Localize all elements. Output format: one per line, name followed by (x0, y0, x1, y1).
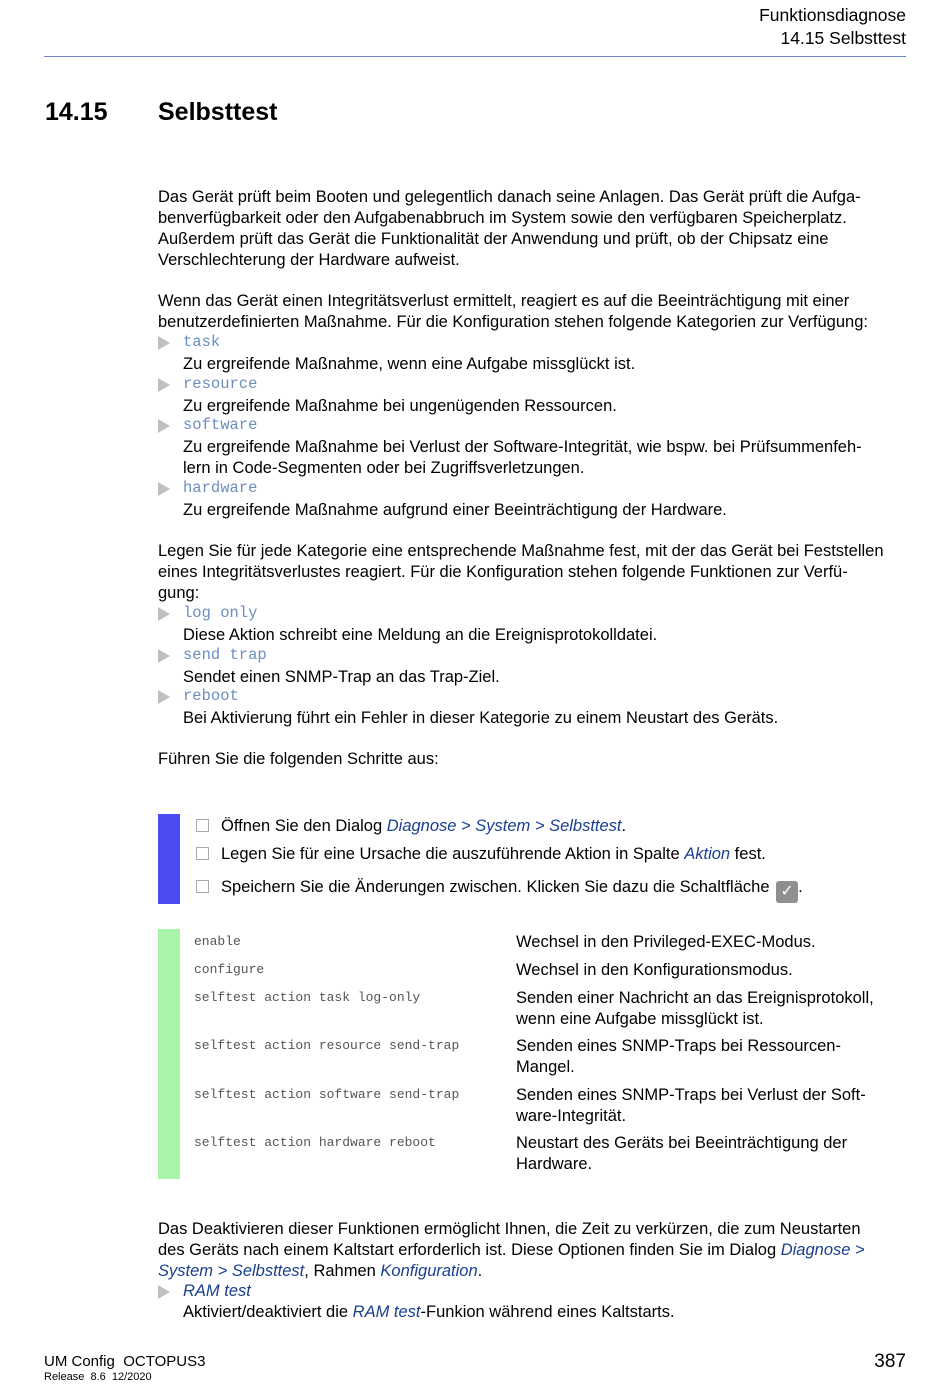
running-header-section: Funktionsdiagnose (759, 5, 906, 25)
function-desc: Bei Aktivierung führt ein Fehler in dieser Kategorie zu einem Neustart des Geräts. (183, 709, 779, 727)
bullet-triangle-icon (158, 690, 170, 704)
text-line: Neustart des Geräts bei Beeinträchtigung der (516, 1134, 848, 1152)
steps-marker-bar (158, 814, 180, 904)
cli-description (516, 1085, 906, 1127)
cli-command: selftest action task log-only (194, 990, 421, 1005)
text-line: lern in Code-Segmenten oder bei Zugriffsverletzungen. (183, 459, 585, 477)
step-item: Öffnen Sie den Dialog Diagnose > System > Selbsttest. (196, 817, 626, 836)
category-desc (183, 437, 910, 479)
category-desc: Zu ergreifende Maßnahme bei ungenügenden Ressourcen. (183, 397, 617, 415)
function-term: send trap (183, 646, 267, 664)
running-header-subsection: 14.15 Selbsttest (780, 28, 906, 48)
text-line: Senden eines SNMP-Traps bei Verlust der Soft- (516, 1086, 866, 1104)
text-line: Senden einer Nachricht an das Ereignisprotokoll, (516, 989, 874, 1007)
bullet-triangle-icon (158, 482, 170, 496)
function-term: log only (183, 604, 258, 622)
text-line: des Geräts nach einem Kaltstart erforderlich ist. Diese Optionen finden Sie im Dialog Diagnose > (158, 1241, 865, 1259)
footer-product: UM Config OCTOPUS3 (44, 1353, 206, 1370)
column-link[interactable]: Aktion (684, 845, 731, 863)
category-term: task (183, 333, 221, 351)
text-line: benutzerdefinierten Maßnahme. Für die Konfiguration stehen folgende Kategorien zur Verfügung: (158, 313, 868, 331)
text-line: Legen Sie für jede Kategorie eine entsprechende Maßnahme fest, mit der das Gerät bei Feststellen (158, 542, 884, 560)
text-line: Das Gerät prüft beim Booten und gelegentlich danach seine Anlagen. Das Gerät prüft die Aufga- (158, 188, 861, 206)
dialog-link[interactable]: Diagnose > System > Selbsttest (386, 817, 622, 835)
category-term: hardware (183, 479, 258, 497)
text-line: Wenn das Gerät einen Integritätsverlust ermittelt, reagiert es auf die Beeinträchtigung mit einer (158, 292, 850, 310)
page-number: 387 (874, 1351, 906, 1372)
ram-test-desc: Aktiviert/deaktiviert die RAM test-Funkion während eines Kaltstarts. (183, 1303, 675, 1321)
cli-command: configure (194, 962, 265, 977)
cli-command: selftest action hardware reboot (194, 1135, 436, 1150)
bullet-triangle-icon (158, 419, 170, 433)
bullet-triangle-icon (158, 378, 170, 392)
cli-command: enable (194, 934, 241, 949)
dialog-link[interactable]: Diagnose > (780, 1241, 865, 1259)
checkbox-icon (196, 847, 209, 860)
text-line: ware-Integrität. (516, 1107, 627, 1125)
cli-marker-bar (158, 929, 180, 1179)
cli-description: Wechsel in den Privileged-EXEC-Modus. (516, 933, 816, 951)
cli-description: Wechsel in den Konfigurationsmodus. (516, 961, 793, 979)
text-line: System > Selbsttest, Rahmen Konfiguration. (158, 1262, 483, 1280)
text-line: Außerdem prüft das Gerät die Funktionalität der Anwendung und prüft, ob der Chipsatz eine (158, 230, 829, 248)
function-desc: Diese Aktion schreibt eine Meldung an die Ereignisprotokolldatei. (183, 626, 658, 644)
categories-intro (158, 291, 910, 333)
text-line: Hardware. (516, 1155, 593, 1173)
cli-description (516, 988, 906, 1030)
category-term: software (183, 416, 258, 434)
header-divider (44, 56, 906, 57)
text-line: Verschlechterung der Hardware aufweist. (158, 251, 460, 269)
text-line: gung: (158, 584, 200, 602)
ram-test-term[interactable]: RAM test (183, 1282, 251, 1300)
chapter-number: 14.15 (45, 98, 108, 126)
text-line: Senden eines SNMP-Traps bei Ressourcen- (516, 1037, 841, 1055)
text-line: Mangel. (516, 1058, 575, 1076)
dialog-link[interactable]: System > Selbsttest (158, 1262, 305, 1280)
text-line: wenn eine Aufgabe missglückt ist. (516, 1010, 764, 1028)
closing-paragraph (158, 1219, 910, 1282)
function-term: reboot (183, 687, 239, 705)
step-item: Legen Sie für eine Ursache die auszuführende Aktion in Spalte Aktion fest. (196, 845, 766, 864)
functions-intro (158, 541, 910, 604)
footer-release: Release 8.6 12/2020 (44, 1371, 152, 1383)
bullet-triangle-icon (158, 649, 170, 663)
bullet-triangle-icon (158, 1285, 170, 1299)
intro-paragraph (158, 187, 910, 271)
text-line: eines Integritätsverlustes reagiert. Für die Konfiguration stehen folgende Funktionen zur Verfü- (158, 563, 848, 581)
text-line: Zu ergreifende Maßnahme bei Verlust der Software-Integrität, wie bspw. bei Prüfsummenfeh- (183, 438, 862, 456)
checkbox-icon (196, 880, 209, 893)
text-line: Das Deaktivieren dieser Funktionen ermöglicht Ihnen, die Zeit zu verkürzen, die zum Neustarten (158, 1220, 861, 1238)
save-checkmark-icon: ✓ (776, 881, 798, 903)
checkbox-icon (196, 819, 209, 832)
cli-command: selftest action resource send-trap (194, 1038, 460, 1053)
category-desc: Zu ergreifende Maßnahme, wenn eine Aufgabe missglückt ist. (183, 355, 636, 373)
ram-test-link[interactable]: RAM test (352, 1303, 421, 1321)
function-desc: Sendet einen SNMP-Trap an das Trap-Ziel. (183, 668, 500, 686)
step-item: Speichern Sie die Änderungen zwischen. Klicken Sie dazu die Schaltfläche ✓ . (196, 878, 803, 903)
cli-command: selftest action software send-trap (194, 1087, 460, 1102)
cli-description (516, 1036, 906, 1078)
bullet-triangle-icon (158, 336, 170, 350)
chapter-title: Selbsttest (158, 98, 278, 126)
cli-description (516, 1133, 906, 1175)
category-term: resource (183, 375, 258, 393)
steps-intro: Führen Sie die folgenden Schritte aus: (158, 750, 439, 768)
category-desc: Zu ergreifende Maßnahme aufgrund einer Beeinträchtigung der Hardware. (183, 501, 727, 519)
bullet-triangle-icon (158, 607, 170, 621)
frame-link[interactable]: Konfiguration (380, 1262, 478, 1280)
text-line: benverfügbarkeit oder den Aufgabenabbruch im System sowie den verfügbaren Speicherplatz. (158, 209, 847, 227)
